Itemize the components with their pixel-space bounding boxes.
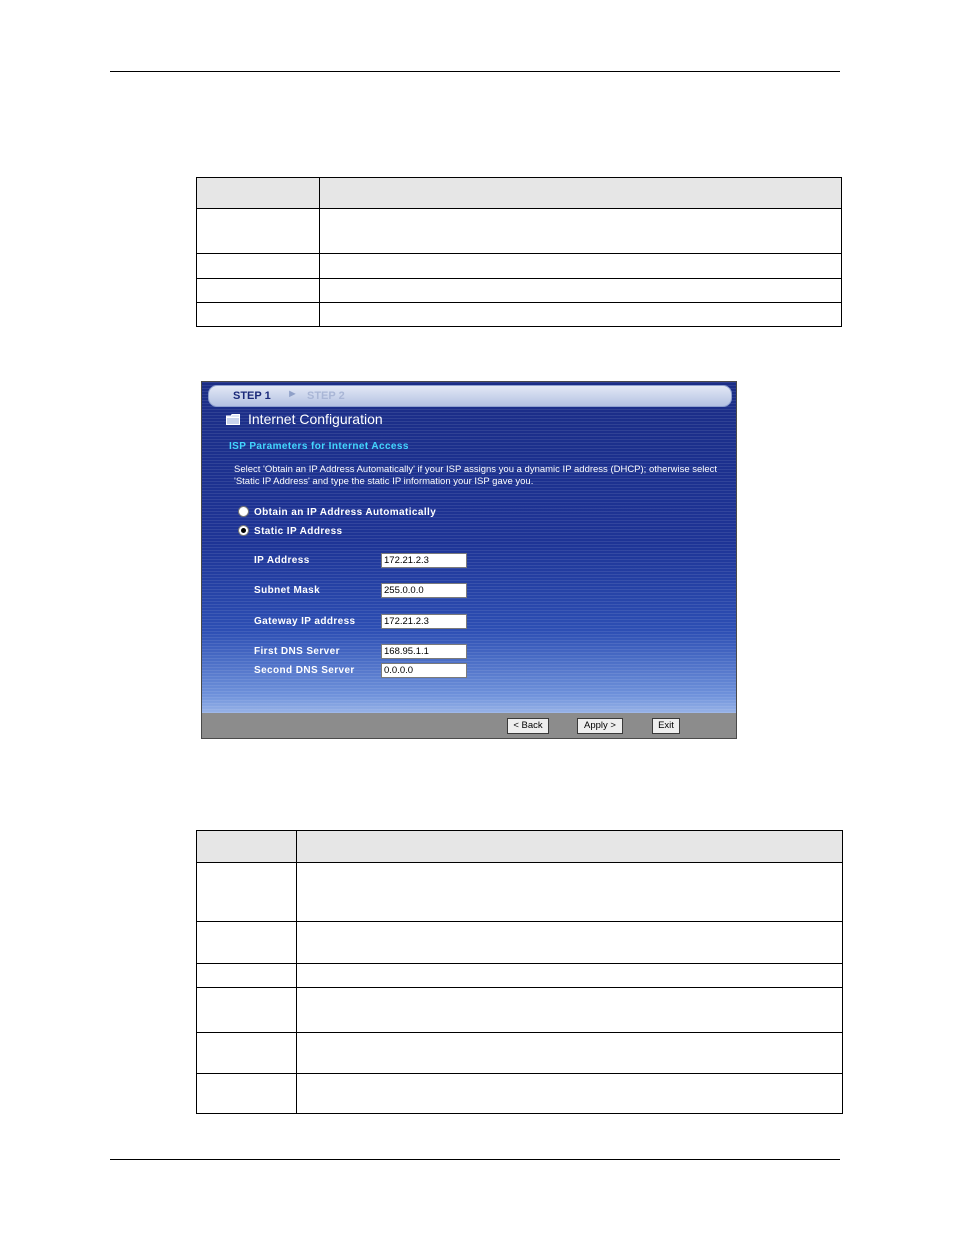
table-cell: [297, 1074, 843, 1114]
first-dns-server-label: First DNS Server: [254, 646, 340, 657]
table-cell: [197, 209, 320, 254]
table-header-row: [197, 831, 843, 863]
table-cell: [320, 303, 842, 327]
table-row: [197, 922, 843, 964]
table-header-row: [197, 178, 842, 209]
table-cell: [320, 209, 842, 254]
table-cell: [197, 964, 297, 988]
section-title: ISP Parameters for Internet Access: [229, 441, 409, 452]
table-row: [197, 863, 843, 922]
table-cell: [297, 1033, 843, 1074]
step-1-tab[interactable]: STEP 1: [233, 390, 271, 402]
internet-configuration-panel: [201, 381, 737, 739]
table-cell: [297, 922, 843, 964]
first-dns-server-input[interactable]: 168.95.1.1: [381, 644, 467, 659]
table-header-cell: [197, 178, 320, 209]
table-row: [197, 1033, 843, 1074]
step-2-tab[interactable]: STEP 2: [307, 390, 345, 402]
folder-icon: [226, 414, 240, 425]
step-bar: [208, 385, 732, 407]
static-ip-address-radio[interactable]: [238, 525, 249, 536]
table-cell: [197, 254, 320, 279]
table-cell: [197, 922, 297, 964]
table-row: [197, 303, 842, 327]
table-row: [197, 209, 842, 254]
header-rule: [110, 71, 840, 72]
table-1: [196, 177, 842, 327]
gateway-ip-address-label: Gateway IP address: [254, 616, 356, 627]
table-row: [197, 279, 842, 303]
table-cell: [320, 279, 842, 303]
table-row: [197, 988, 843, 1033]
table-cell: [297, 988, 843, 1033]
table-row: [197, 1074, 843, 1114]
table-cell: [297, 964, 843, 988]
ip-address-label: IP Address: [254, 555, 310, 566]
obtain-ip-automatically-radio[interactable]: [238, 506, 249, 517]
button-bar: [202, 713, 736, 738]
table-2: [196, 830, 843, 1114]
table-cell: [197, 303, 320, 327]
table-header-cell: [297, 831, 843, 863]
gateway-ip-address-input[interactable]: 172.21.2.3: [381, 614, 467, 629]
exit-button[interactable]: Exit: [652, 718, 680, 734]
footer-rule: [110, 1159, 840, 1160]
table-header-cell: [320, 178, 842, 209]
table-row: [197, 964, 843, 988]
instruction-text: Select 'Obtain an IP Address Automatically' if your ISP assigns you a dynamic IP address (DHCP); otherwise select 'Static IP Address' and type the static IP information your ISP gave you.: [234, 464, 718, 487]
table-cell: [197, 863, 297, 922]
table-cell: [320, 254, 842, 279]
second-dns-server-label: Second DNS Server: [254, 665, 355, 676]
page-title: Internet Configuration: [248, 411, 383, 427]
apply-button[interactable]: Apply >: [577, 718, 623, 734]
table-cell: [197, 279, 320, 303]
table-row: [197, 254, 842, 279]
subnet-mask-input[interactable]: 255.0.0.0: [381, 583, 467, 598]
static-ip-address-label[interactable]: Static IP Address: [254, 526, 343, 537]
table-cell: [297, 863, 843, 922]
table-header-cell: [197, 831, 297, 863]
table-cell: [197, 1033, 297, 1074]
obtain-ip-automatically-label[interactable]: Obtain an IP Address Automatically: [254, 507, 437, 518]
table-cell: [197, 988, 297, 1033]
ip-address-input[interactable]: 172.21.2.3: [381, 553, 467, 568]
second-dns-server-input[interactable]: 0.0.0.0: [381, 663, 467, 678]
step-arrow-icon: ►: [287, 388, 298, 400]
table-cell: [197, 1074, 297, 1114]
subnet-mask-label: Subnet Mask: [254, 585, 321, 596]
back-button[interactable]: < Back: [507, 718, 549, 734]
